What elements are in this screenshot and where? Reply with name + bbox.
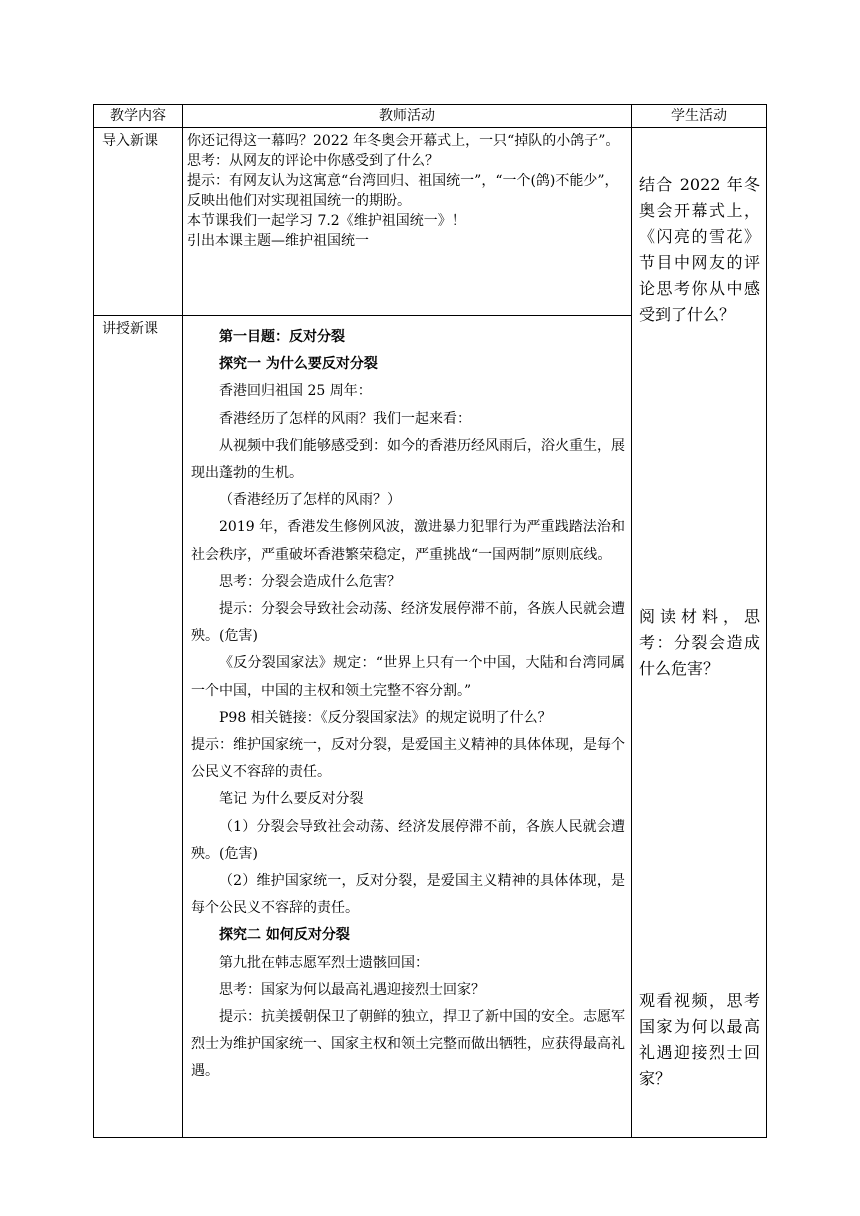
inquiry-one-title: 探究一 为什么要反对分裂	[219, 356, 378, 373]
lecture-paragraph: 思考：国家为何以最高礼遇迎接烈士回家？	[219, 981, 485, 998]
intro-teacher-cell	[183, 128, 632, 316]
section-intro: 导入新课	[94, 128, 183, 316]
lecture-paragraph: 提示：抗美援朝保卫了朝鲜的独立，捍卫了新中国的安全。志愿军烈士为维护国家统一、国家主权和领土完整而做出牺牲，应获得最高礼遇。	[191, 1009, 625, 1080]
lecture-teacher-cell	[183, 316, 632, 1138]
student-activity-cell	[632, 128, 767, 1138]
lecture-paragraph: （香港经历了怎样的风雨？）	[219, 492, 401, 509]
lecture-paragraph: 思考：分裂会造成什么危害？	[219, 573, 401, 590]
lecture-paragraph: 提示：分裂会导致社会动荡、经济发展停滞不前，各族人民就会遭殃。(危害)	[191, 601, 625, 645]
lecture-paragraph: 香港回归祖国 25 周年：	[219, 383, 372, 400]
lesson-plan-table	[93, 104, 767, 1138]
inquiry-two-title: 探究二 如何反对分裂	[219, 927, 350, 944]
lecture-paragraph: P98 相关链接：《反分裂国家法》的规定说明了什么？	[219, 709, 552, 726]
table-row-intro	[94, 128, 767, 316]
intro-line: 引出本课主题—维护祖国统一	[187, 233, 369, 249]
header-student-activity: 学生活动	[632, 105, 767, 128]
intro-line: 你还记得这一幕吗？2022 年冬奥会开幕式上，一只“掉队的小鸽子”。	[187, 133, 620, 149]
header-teacher-activity: 教师活动	[183, 105, 632, 128]
topic-title: 第一目题：反对分裂	[219, 329, 345, 345]
notes-title: 笔记 为什么要反对分裂	[219, 791, 364, 808]
header-content: 教学内容	[94, 105, 183, 128]
intro-line: 思考：从网友的评论中你感受到了什么？	[187, 153, 439, 169]
student-activity-2: 阅读材料，思考：分裂会造成什么危害？	[639, 607, 760, 678]
intro-line: 提示：有网友认为这寓意“台湾回归、祖国统一”，“一个(鸽)不能少”，反映出他们对实现祖国统一的期盼。	[187, 173, 619, 209]
table-header-row	[94, 105, 767, 128]
student-activity-3: 观看视频，思考国家为何以最高礼遇迎接烈士回家？	[639, 991, 760, 1088]
student-activity-1: 结合 2022 年冬奥会开幕式上，《闪亮的雪花》节目中网友的评论思考你从中感受到了什么？	[639, 175, 760, 324]
section-lecture: 讲授新课	[94, 316, 183, 1138]
lecture-paragraph: 香港经历了怎样的风雨？我们一起来看：	[219, 410, 471, 427]
intro-line: 本节课我们一起学习 7.2《维护祖国统一》！	[187, 213, 466, 229]
lecture-paragraph: 第九批在韩志愿军烈士遗骸回国：	[219, 954, 429, 971]
lecture-paragraph: 《反分裂国家法》规定：“世界上只有一个中国，大陆和台湾同属一个中国，中国的主权和领土完整不容分割。”	[191, 655, 625, 699]
lecture-paragraph: 2019 年，香港发生修例风波，激进暴力犯罪行为严重践踏法治和社会秩序，严重破坏香港繁荣稳定，严重挑战“一国两制”原则底线。	[191, 519, 625, 563]
notes-point: （2）维护国家统一，反对分裂，是爱国主义精神的具体体现，是每个公民义不容辞的责任。	[191, 873, 625, 917]
notes-point: （1）分裂会导致社会动荡、经济发展停滞不前，各族人民就会遭殃。(危害)	[191, 818, 625, 862]
lecture-paragraph: 从视频中我们能够感受到：如今的香港历经风雨后，浴火重生，展现出蓬勃的生机。	[191, 437, 625, 482]
lecture-paragraph: 提示：维护国家统一，反对分裂，是爱国主义精神的具体体现，是每个公民义不容辞的责任。	[191, 737, 625, 781]
